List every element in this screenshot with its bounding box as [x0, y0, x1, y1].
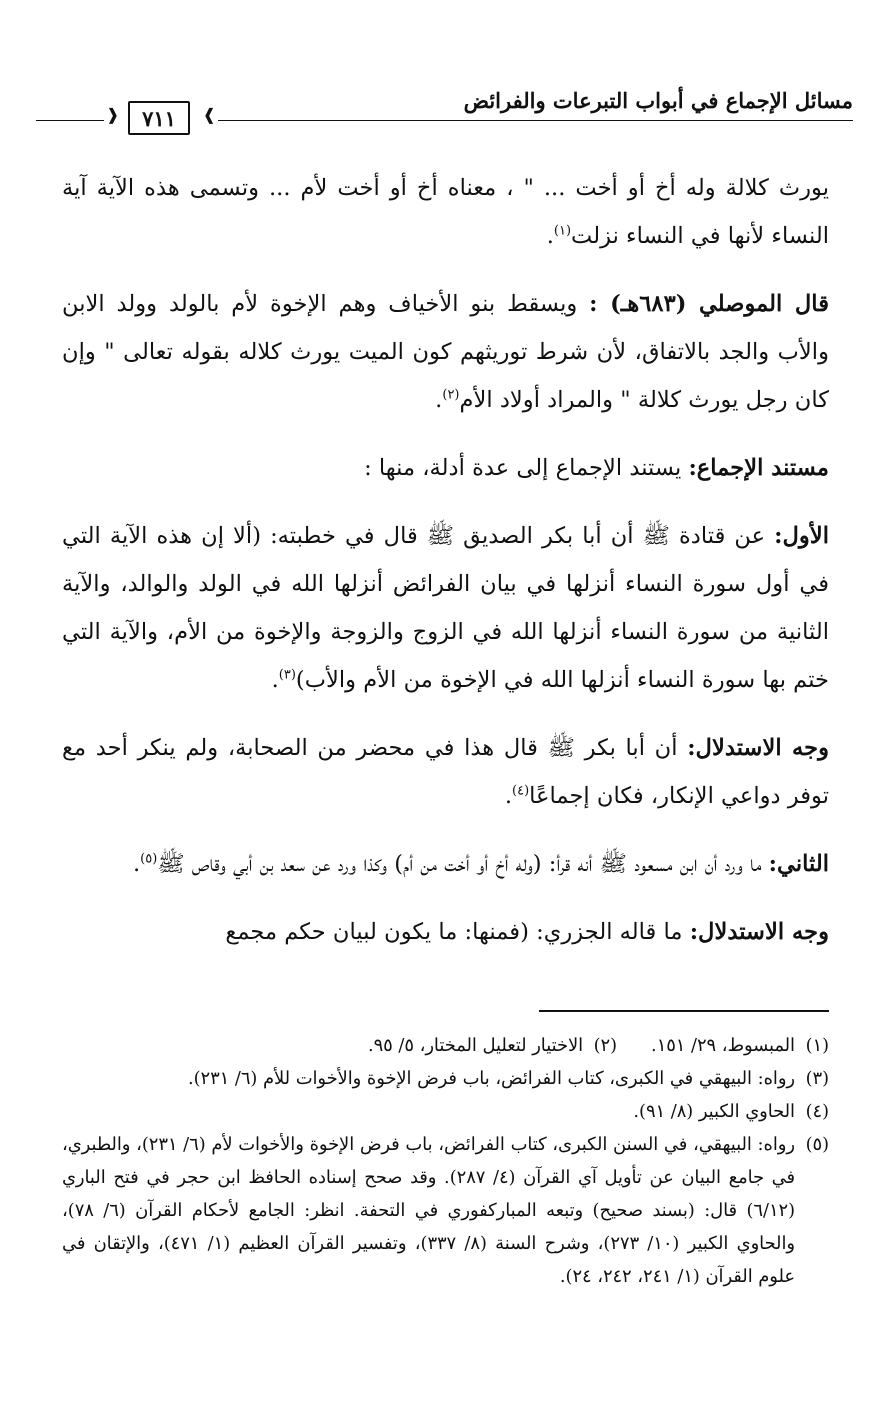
footnote-number: (٥): [805, 1134, 829, 1155]
footnote-5: (٥) رواه: البيهقي، في السنن الكبرى، كتاب الفرائض، باب فرض الإخوة والأخوات لأم (٦/ ٢٣١)، والطبري، في جامع البيان عن تأويل آي القرآن (٤/ ٢٨٧). وقد صحح إسناده الحافظ ابن حجر في فتح الباري (٦/١٢) قال: (بسند صحيح) وتبعه المباركفوري في التحفة. انظر: الجامع لأحكام القرآن (٦/ ٧٨)، والحاوي الكبير (١٠/ ٢٧٣)، وشرح السنة (٨/ ٣٣٧)، وتفسير القرآن العظيم (١/ ٤٧١)، والإتقان في علوم القرآن (١/ ٢٤١، ٢٤٢، ٢٤).: [62, 1128, 829, 1293]
footnote-number: (١): [805, 1035, 829, 1056]
paragraph-4: الأول: عن قتادة ﷺ أن أبا بكر الصديق ﷺ قال في خطبته: (ألا إن هذه الآية التي في أول سورة النساء أنزلها في بيان الفرائض أنزلها الله في الولد والوالد، والآية الثانية من سورة النساء أنزلها الله في الزوج والزوجة والإخوة من الأم، والآية التي ختم بها سورة النساء أنزلها الله في الإخوة من الأم والأب)$^{(٣)}$.: [62, 523, 829, 693]
footnote-ref-5: (٥): [140, 851, 158, 867]
paragraph-7-lead: وجه الاستدلال:: [689, 919, 829, 945]
footnote-4: (٤) الحاوي الكبير (٨/ ٩١).: [62, 1095, 829, 1128]
paragraph-4-lead: الأول:: [774, 523, 829, 549]
paragraph-2: قال الموصلي (٦٨٣هـ) : ويسقط بنو الأخياف وهم الإخوة لأم بالولد وولد الابن والأب والجد بالاتفاق، لأن شرط توريثهم كون الميت يورث كلاله بقوله تعالى " وإن كان رجل يورث كلالة " والمراد أولاد الأم$^{(٢)}$.: [62, 291, 829, 413]
page-number-frame: [104, 101, 218, 139]
page-header: [36, 86, 853, 131]
page-number: ٧١١: [128, 101, 190, 135]
footnote-ref-4: (٤): [512, 783, 530, 799]
ornament-right-icon: ❱: [202, 105, 216, 124]
paragraph-3: مستند الإجماع: يستند الإجماع إلى عدة أدلة، منها :: [364, 455, 829, 481]
paragraph-1: يورث كلالة وله أخ أو أخت ... " ، معناه أخ أو أخت لأم ... وتسمى هذه الآية آية النساء لأنها في النساء نزلت$^{(١)}$.: [62, 175, 829, 249]
paragraph-6: الثاني: ما ورد أن ابن مسعود ﷺ أنه قرأ: (وله أخ أو أخت من أم) وكذا ورد عن سعد بن أبي وقاص ﷺ$^{(٥)}$.: [132, 851, 829, 877]
paragraph-3-lead: مستند الإجماع:: [688, 455, 829, 481]
footnote-number: (٤): [805, 1101, 829, 1122]
footnote-2: (٢) الاختيار لتعليل المختار، ٥/ ٩٥.: [368, 1029, 617, 1062]
main-text: [62, 164, 829, 976]
footnote-number: (٣): [805, 1068, 829, 1089]
paragraph-6-lead: الثاني:: [768, 851, 829, 877]
footnote-row-1-2: [62, 1029, 829, 1062]
running-title: مسائل الإجماع في أبواب التبرعات والفرائض: [463, 88, 853, 113]
ornament-left-icon: ❰: [106, 105, 120, 124]
footnote-3: (٣) رواه: البيهقي في الكبرى، كتاب الفرائض، باب فرض الإخوة والأخوات للأم (٦/ ٢٣١).: [62, 1062, 829, 1095]
footnote-ref-3: (٣): [278, 667, 296, 683]
footnote-ref-1: (١): [553, 223, 572, 239]
footnotes: [62, 1029, 829, 1293]
footnote-1: (١) المبسوط، ٢٩/ ١٥١.: [651, 1029, 829, 1062]
footnote-separator: [539, 1010, 829, 1012]
paragraph-5: وجه الاستدلال: أن أبا بكر ﷺ قال هذا في محضر من الصحابة، ولم ينكر أحد مع توفر دواعي الإنكار، فكان إجماعًا$^{(٤)}$.: [62, 735, 829, 809]
paragraph-2-lead: قال الموصلي (٦٨٣هـ) :: [589, 291, 829, 317]
footnote-number: (٢): [593, 1035, 618, 1056]
footnote-ref-2: (٢): [442, 387, 460, 403]
paragraph-7: وجه الاستدلال: ما قاله الجزري: (فمنها: ما يكون لبيان حكم مجمع: [225, 919, 829, 945]
paragraph-5-lead: وجه الاستدلال:: [687, 735, 829, 761]
